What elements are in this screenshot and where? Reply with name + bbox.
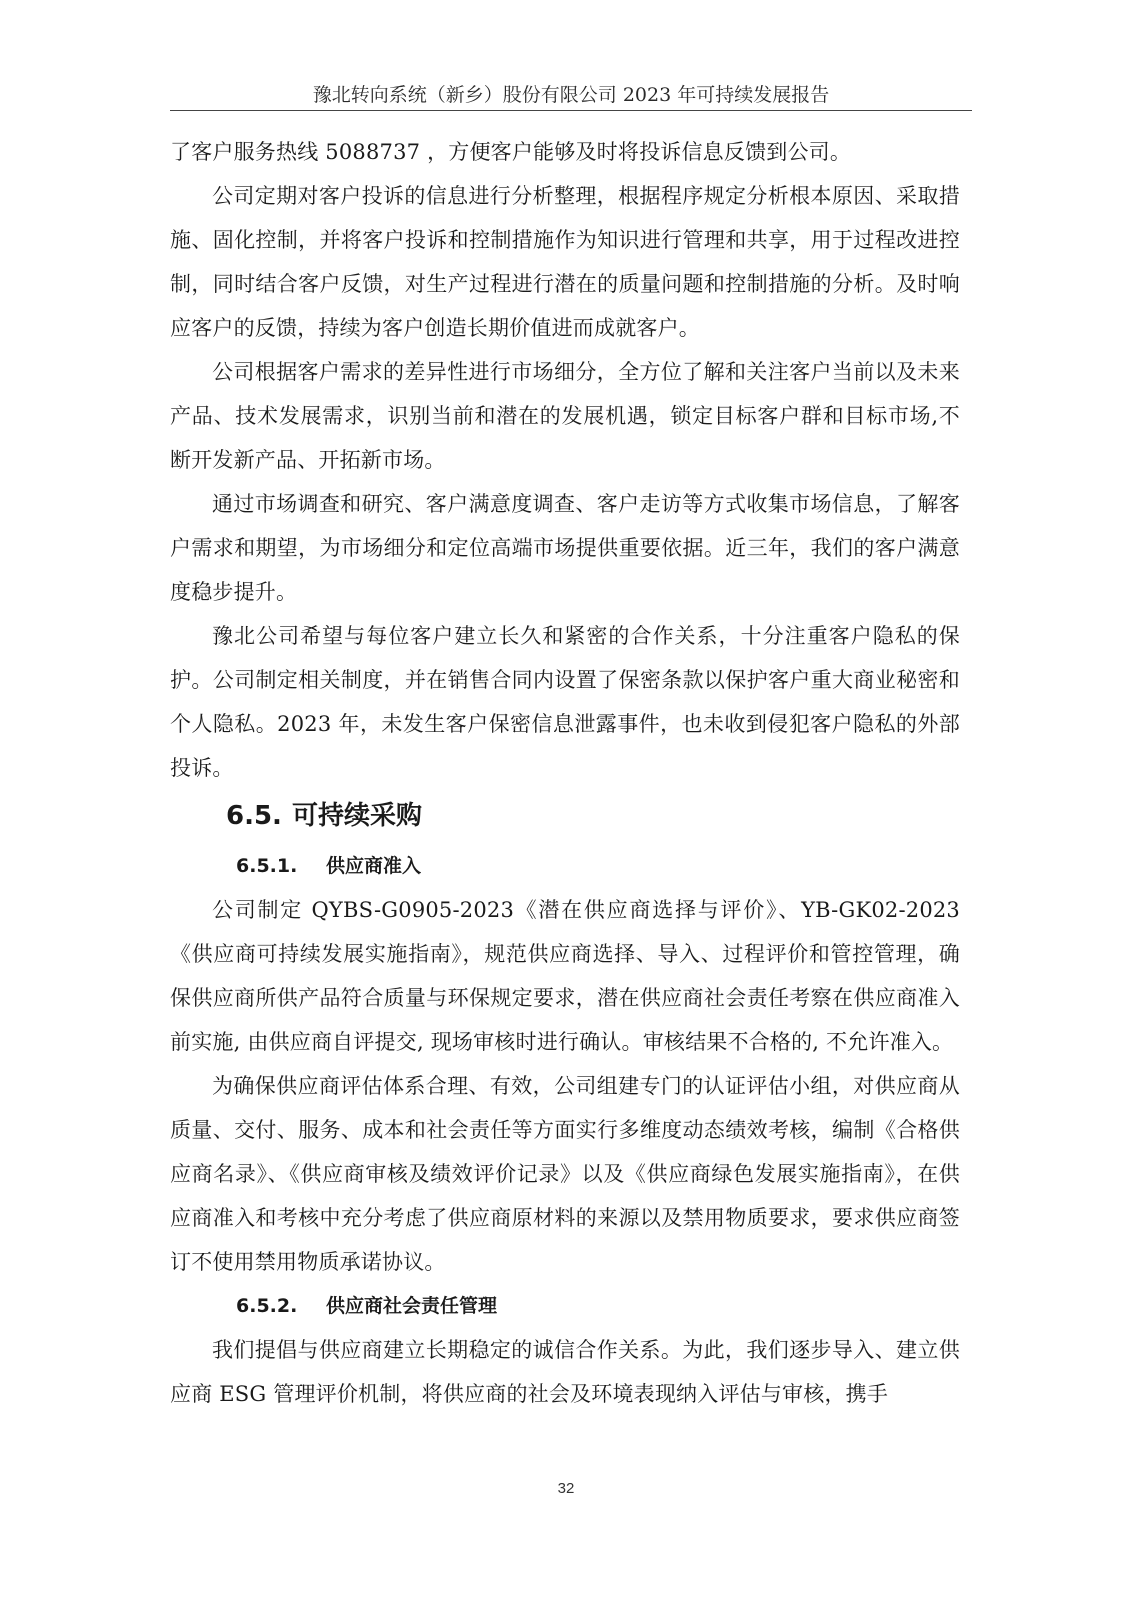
page-header: 豫北转向系统（新乡）股份有限公司 2023 年可持续发展报告 [170,80,972,111]
paragraph: 为确保供应商评估体系合理、有效，公司组建专门的认证评估小组，对供应商从质量、交付、服务、成本和社会责任等方面实行多维度动态绩效考核，编制《合格供应商名录》、《供应商审核及绩效评价记录》以及《供应商绿色发展实施指南》，在供应商准入和考核中充分考虑了供应商原材料的来源以及禁用物质要求，要求供应商签订不使用禁用物质承诺协议。 [170,1074,960,1274]
paragraph: 了客户服务热线 5088737 ，方便客户能够及时将投诉信息反馈到公司。 [170,140,852,164]
paragraph: 公司根据客户需求的差异性进行市场细分，全方位了解和关注客户当前以及未来产品、技术发展需求，识别当前和潜在的发展机遇，锁定目标客户群和目标市场,不断开发新产品、开拓新市场。 [170,360,960,472]
subsection-number: 6.5.2. [236,1295,298,1317]
paragraph: 通过市场调查和研究、客户满意度调查、客户走访等方式收集市场信息，了解客户需求和期望，为市场细分和定位高端市场提供重要依据。近三年，我们的客户满意度稳步提升。 [170,492,960,604]
paragraph: 公司制定 QYBS-G0905-2023《潜在供应商选择与评价》、YB-GK02-2023《供应商可持续发展实施指南》，规范供应商选择、导入、过程评价和管控管理，确保供应商所供产品符合质量与环保规定要求，潜在供应商社会责任考察在供应商准入前实施, 由供应商自评提交, 现场审核时进行确认。审核结果不合格的, 不允许准入。 [170,898,960,1054]
page-number: 32 [557,1480,575,1497]
section-heading [170,792,960,840]
subsection-title: 供应商准入 [326,855,422,877]
section-title: 可持续采购 [292,801,423,831]
paragraph: 我们提倡与供应商建立长期稳定的诚信合作关系。为此，我们逐步导入、建立供应商 ESG 管理评价机制，将供应商的社会及环境表现纳入评估与审核，携手 [170,1338,960,1406]
paragraph: 豫北公司希望与每位客户建立长久和紧密的合作关系，十分注重客户隐私的保护。公司制定相关制度，并在销售合同内设置了保密条款以保护客户重大商业秘密和个人隐私。2023 年，未发生客户保密信息泄露事件，也未收到侵犯客户隐私的外部投诉。 [170,624,960,780]
document-body [170,130,960,1416]
subsection-title: 供应商社会责任管理 [326,1295,498,1317]
subsection-number: 6.5.1. [236,855,298,877]
section-number: 6.5. [226,801,282,831]
paragraph: 公司定期对客户投诉的信息进行分析整理，根据程序规定分析根本原因、采取措施、固化控制，并将客户投诉和控制措施作为知识进行管理和共享，用于过程改进控制，同时结合客户反馈，对生产过程进行潜在的质量问题和控制措施的分析。及时响应客户的反馈，持续为客户创造长期价值进而成就客户。 [170,184,960,340]
subsection-heading [170,1284,960,1328]
subsection-heading [170,844,960,888]
